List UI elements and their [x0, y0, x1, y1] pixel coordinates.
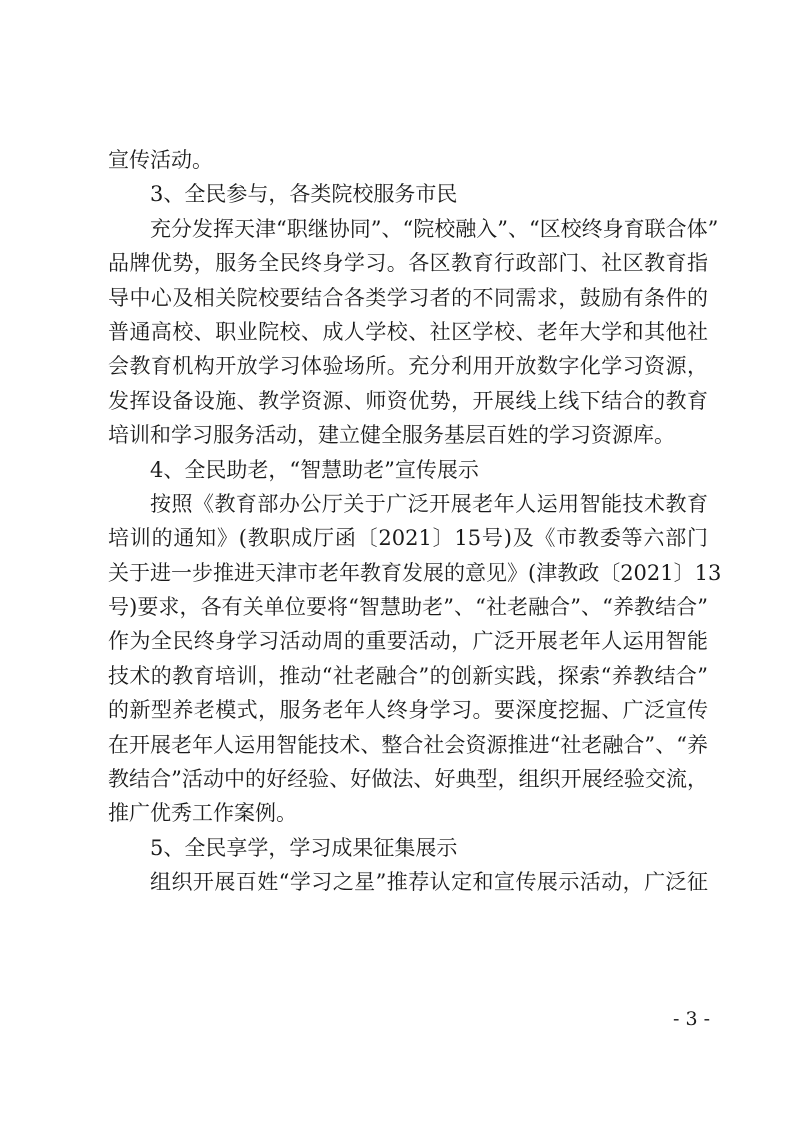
section-heading: 4、全民助老，“智慧助老”宣传展示	[150, 457, 479, 482]
paragraph-line: 宣传活动。	[108, 148, 213, 172]
paragraph-line: 作为全民终身学习活动周的重要活动，广泛开展老年人运用智能	[108, 629, 708, 654]
section-heading: 3、全民参与，各类院校服务市民	[150, 182, 458, 207]
paragraph-line: 关于进一步推进天津市老年教育发展的意见》(津教政〔2021〕13	[108, 560, 722, 585]
paragraph-line: 的新型养老模式，服务老年人终身学习。要深度挖掘、广泛宣传	[108, 698, 708, 723]
paragraph-line: 培训和学习服务活动，建立健全服务基层百姓的学习资源库。	[108, 423, 675, 448]
paragraph-line: 发挥设备设施、教学资源、师资优势，开展线上线下结合的教育	[108, 388, 708, 413]
page-number: - 3 -	[672, 1008, 710, 1030]
paragraph-line: 按照《教育部办公厅关于广泛开展老年人运用智能技术教育	[150, 491, 708, 516]
paragraph-line: 技术的教育培训，推动“社老融合”的创新实践，探索“养教结合”	[108, 663, 708, 688]
section-heading: 5、全民享学，学习成果征集展示	[150, 835, 458, 860]
paragraph-line: 在开展老年人运用智能技术、整合社会资源推进“社老融合”、“养	[108, 732, 708, 757]
paragraph-line: 导中心及相关院校要结合各类学习者的不同需求，鼓励有条件的	[108, 285, 708, 310]
paragraph-line: 培训的通知》(教职成厅函〔2021〕15号)及《市教委等六部门	[108, 526, 708, 551]
body-text	[108, 143, 722, 900]
paragraph-line: 会教育机构开放学习体验场所。充分利用开放数字化学习资源，	[108, 354, 708, 379]
paragraph-line: 品牌优势，服务全民终身学习。各区教育行政部门、社区教育指	[108, 251, 708, 276]
paragraph-line: 号)要求，各有关单位要将“智慧助老”、“社老融合”、“养教结合”	[108, 595, 708, 620]
paragraph-line: 教结合”活动中的好经验、好做法、好典型，组织开展经验交流，	[108, 767, 708, 792]
paragraph-line: 组织开展百姓“学习之星”推荐认定和宣传展示活动，广泛征	[150, 870, 708, 895]
paragraph-line: 普通高校、职业院校、成人学校、社区学校、老年大学和其他社	[108, 319, 708, 344]
paragraph-line: 充分发挥天津“职继协同”、“院校融入”、“区校终身育联合体”	[150, 216, 719, 241]
paragraph-line: 推广优秀工作案例。	[108, 801, 297, 826]
